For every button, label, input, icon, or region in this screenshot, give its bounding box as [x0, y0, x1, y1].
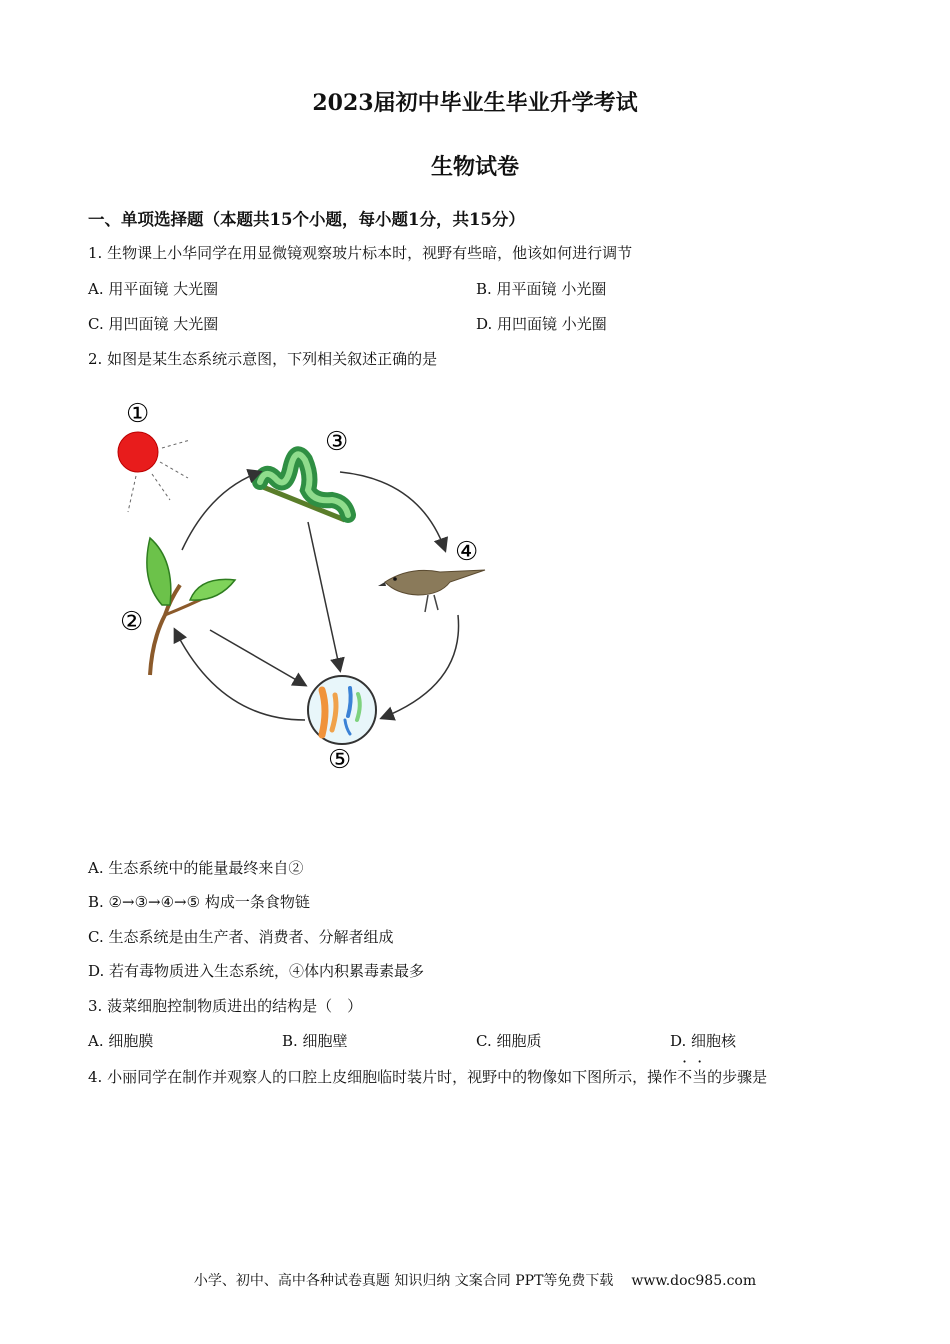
label-1: ① [126, 399, 150, 429]
section-heading: 一、单项选择题（本题共15个小题，每小题1分，共15分） [88, 210, 525, 229]
plant-icon [147, 538, 235, 675]
arrow-caterpillar-to-decomposer [308, 522, 340, 670]
q1-option-d: D. 用凹面镜 小光圈 [476, 315, 607, 333]
q3-option-c: C. 细胞质 [476, 1032, 542, 1050]
arrow-decomposer-to-plant [175, 630, 305, 720]
question-2-stem: 2. 如图是某生态系统示意图，下列相关叙述正确的是 [88, 350, 438, 368]
q4-emphasis-2: 当 [692, 1068, 708, 1086]
page-footer [0, 1270, 950, 1290]
question-1-stem: 1. 生物课上小华同学在用显微镜观察玻片标本时，视野有些暗，他该如何进行调节 [88, 244, 633, 262]
exam-title: 2023届初中毕业生毕业升学考试 [312, 90, 638, 116]
sun-icon [118, 432, 190, 512]
q3-option-a: A. 细胞膜 [88, 1032, 154, 1050]
label-4: ④ [455, 537, 479, 567]
arrow-plant-to-decomposer [210, 630, 305, 685]
q1-option-c: C. 用凹面镜 大光圈 [88, 315, 219, 333]
q4-stem-after: 的步骤是 [707, 1068, 768, 1086]
question-3-stem: 3. 菠菜细胞控制物质进出的结构是（ ） [88, 997, 363, 1015]
ecosystem-diagram [100, 390, 520, 790]
arrow-bird-to-decomposer [382, 615, 459, 718]
label-2: ② [120, 607, 144, 637]
question-4-stem [88, 1066, 767, 1087]
footer-text: 小学、初中、高中各种试卷真题 知识归纳 文案合同 PPT等免费下载 [193, 1273, 614, 1289]
bird-icon [378, 570, 485, 612]
caterpillar-icon [258, 454, 348, 520]
q2-option-b: B. ②→③→④→⑤ 构成一条食物链 [88, 893, 310, 911]
q2-option-d: D. 若有毒物质进入生态系统，④体内积累毒素最多 [88, 962, 425, 980]
arrow-plant-to-caterpillar [182, 472, 260, 550]
arrow-caterpillar-to-bird [340, 472, 445, 550]
exam-subtitle: 生物试卷 [430, 154, 519, 180]
label-5: ⑤ [328, 745, 352, 775]
q1-option-b: B. 用平面镜 小光圈 [476, 280, 607, 298]
q2-option-c: C. 生态系统是由生产者、消费者、分解者组成 [88, 928, 394, 946]
q4-stem-before: 4. 小丽同学在制作并观察人的口腔上皮细胞临时装片时，视野中的物像如下图所示，操作 [88, 1068, 678, 1086]
decomposer-icon [308, 676, 376, 744]
q4-emphasis-1: 不 [677, 1068, 693, 1086]
footer-site[interactable]: www.doc985.com [631, 1273, 757, 1289]
q2-option-a: A. 生态系统中的能量最终来自② [88, 859, 304, 877]
label-3: ③ [325, 427, 349, 457]
q1-option-a: A. 用平面镜 大光圈 [88, 280, 219, 298]
q3-option-d: D. 细胞核 [670, 1032, 737, 1050]
q3-option-b: B. 细胞壁 [282, 1032, 348, 1050]
